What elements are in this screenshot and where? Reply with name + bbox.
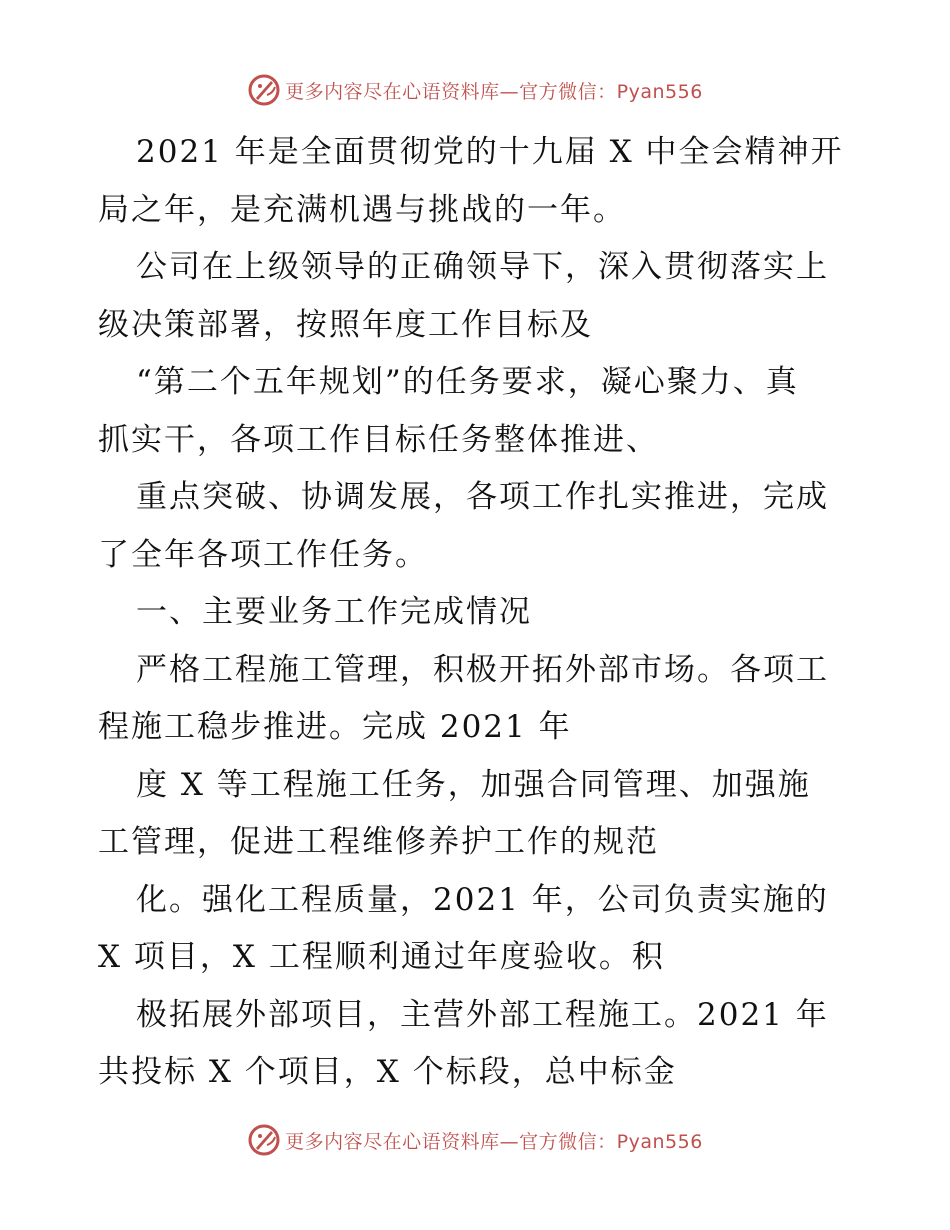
- paragraph-line: 抓实干，各项工作目标任务整体推进、: [98, 421, 659, 458]
- quill-logo-icon: [247, 73, 281, 107]
- paragraph-line: 了全年各项工作任务。: [98, 536, 428, 573]
- paragraph-line: 公司在上级领导的正确领导下，深入贯彻落实上: [136, 249, 829, 285]
- watermark-text: 更多内容尽在心语资料库—官方微信：Pyan556: [285, 1130, 703, 1153]
- paragraph-line: 严格工程施工管理，积极开拓外部市场。各项工: [136, 651, 829, 688]
- paragraph-line: 化。强化工程质量，2021 年，公司负责实施的: [136, 881, 829, 918]
- document-body: [98, 124, 858, 1102]
- paragraph-line: 2021 年是全面贯彻党的十九届 X 中全会精神开: [136, 134, 844, 170]
- paragraph-line: 工管理，促进工程维修养护工作的规范: [98, 824, 659, 860]
- paragraph-line: X 项目，X 工程顺利通过年度验收。积: [98, 939, 665, 975]
- paragraph-line: 度 X 等工程施工任务，加强合同管理、加强施: [136, 766, 811, 803]
- paragraph-line: 级决策部署，按照年度工作目标及: [98, 306, 593, 343]
- watermark-text: 更多内容尽在心语资料库—官方微信：Pyan556: [285, 80, 703, 103]
- paragraph-line: 共投标 X 个项目，X 个标段，总中标金: [98, 1054, 677, 1090]
- paragraph-line: “第二个五年规划”的任务要求，凝心聚力、真: [136, 364, 799, 400]
- paragraph-line: 程施工稳步推进。完成 2021 年: [98, 709, 572, 745]
- quill-logo-icon: [247, 1123, 281, 1157]
- paragraph-line: 重点突破、协调发展，各项工作扎实推进，完成: [136, 479, 829, 515]
- paragraph-line: 极拓展外部项目，主营外部工程施工。2021 年: [136, 996, 829, 1033]
- section-heading: 一、主要业务工作完成情况: [136, 594, 532, 630]
- paragraph-line: 局之年，是充满机遇与挑战的一年。: [98, 191, 626, 228]
- footer-watermark-banner: [0, 1120, 950, 1160]
- header-watermark-banner: [0, 70, 950, 110]
